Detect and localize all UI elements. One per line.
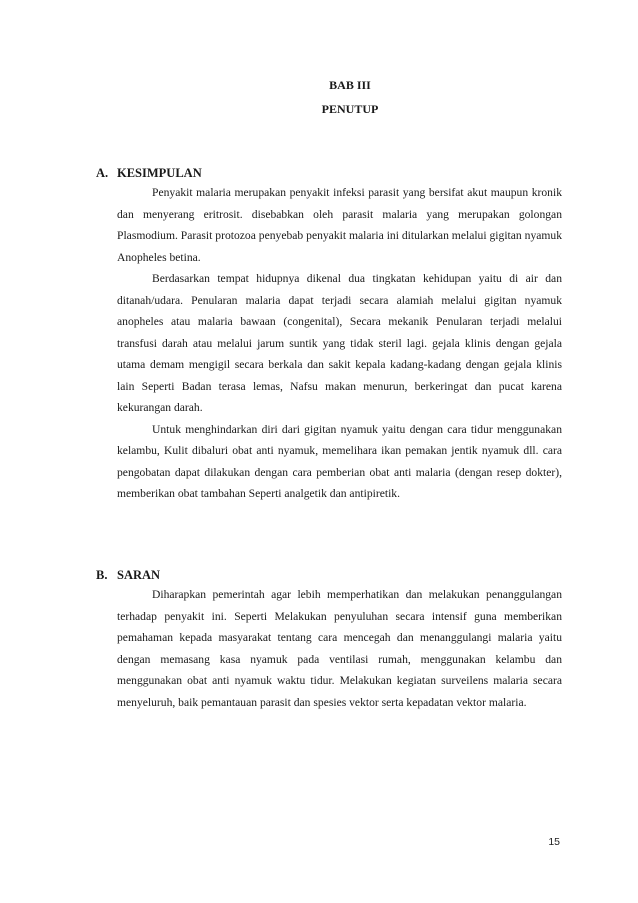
section-body [117, 182, 562, 505]
section-title: KESIMPULAN [117, 166, 202, 180]
paragraph: Berdasarkan tempat hidupnya dikenal dua tingkatan kehidupan yaitu di air dan ditanah/udara. Penularan malaria dapat terjadi secara alamiah melalui gigitan nyamuk anopheles atau malaria bawaan (congenital), Secara mekanik Penularan terjadi melalui transfusi darah atau melalui jarum suntik yang tidak steril lagi. gejala klinis dengan gejala utama demam mengigil secara berkala dan sakit kepala kadang-kadang dengan gejala klinis lain Seperti Badan terasa lemas, Nafsu makan menurun, berkeringat dan pucat karena kekurangan darah. [117, 272, 562, 414]
chapter-number: BAB III [329, 78, 371, 92]
section-heading [96, 163, 562, 183]
section-saran [96, 565, 562, 713]
section-marker: A. [96, 166, 109, 180]
section-body [117, 584, 562, 713]
section-title: SARAN [117, 568, 161, 582]
paragraph: Diharapkan pemerintah agar lebih memperhatikan dan melakukan penanggulangan terhadap penyakit ini. Seperti Melakukan penyuluhan secara intensif guna memberikan pemahaman kepada masyarakat tentang cara mencegah dan menanggulangi malaria yaitu dengan memasang kasa nyamuk pada ventilasi rumah, menggunakan kelambu dan menggunakan obat anti nyamuk waktu tidur. Melakukan kegiatan surveilens malaria secara menyeluruh, baik pemantauan parasit dan spesies vektor serta kepadatan vektor malaria. [117, 588, 562, 709]
page-number: 15 [548, 836, 560, 848]
section-heading [96, 565, 562, 585]
chapter-title: PENUTUP [321, 102, 379, 116]
section-kesimpulan [96, 163, 562, 505]
paragraph: Untuk menghindarkan diri dari gigitan nyamuk yaitu dengan cara tidur menggunakan kelambu, Kulit dibaluri obat anti nyamuk, memelihara ikan pemakan jentik nyamuk dll. cara pengobatan dapat dilakukan dengan cara pemberian obat anti malaria (dengan resep dokter), memberikan obat tambahan Seperti analgetik dan antipiretik. [117, 422, 562, 500]
section-marker: B. [96, 568, 108, 582]
paragraph: Penyakit malaria merupakan penyakit infeksi parasit yang bersifat akut maupun kronik dan menyerang eritrosit. disebabkan oleh parasit malaria yang merupakan golongan Plasmodium. Parasit protozoa penyebab penyakit malaria ini ditularkan melalui gigitan nyamuk Anopheles betina. [117, 186, 562, 264]
